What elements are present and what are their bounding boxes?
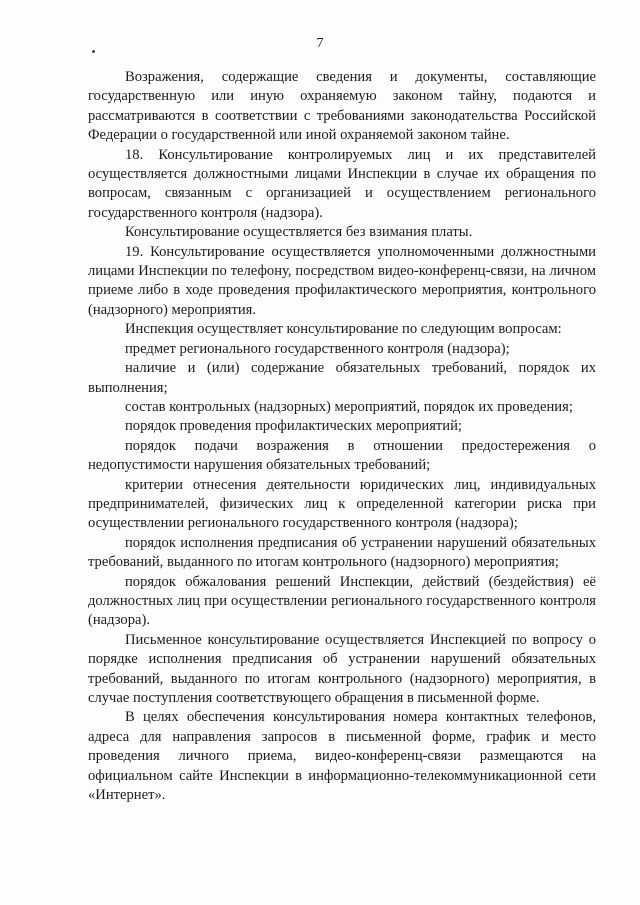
list-item-mandatory-requirements: наличие и (или) содержание обязательных требований, порядок их выполнения; [88,360,596,396]
page-number: 7 [316,36,324,51]
paragraph-contact-info-publication: В целях обеспечения консультирования номера контактных телефонов, адреса для направления запросов в письменной форме, график и место проведения личного приема, видео-конференц-связи размещаются на официальном сайте Инспекции в информационно-телекоммуникационной сети «Интернет». [88,709,596,804]
paragraph-consulting-topics-intro: Инспекция осуществляет консультирование по следующим вопросам: [125,321,562,338]
paragraph-19-consulting-methods: 19. Консультирование осуществляется уполномоченными должностными лицами Инспекции по телефону, посредством видео-конференц-связи, на личном приеме либо в ходе проведения профилактического мероприятия, контрольного (надзорного) мероприятия. [88,243,596,318]
list-item-preventive-measures: порядок проведения профилактических мероприятий; [125,418,462,435]
paragraph-18-consulting: 18. Консультирование контролируемых лиц и их представителей осуществляется должностными лицами Инспекции в случае их обращения по вопросам, связанным с организацией и осуществлением регионального государственного контроля (надзора). [88,146,596,221]
list-item-warning-objection: порядок подачи возражения в отношении предостережения о недопустимости нарушения обязательных требований; [88,437,596,474]
list-item-control-subject: предмет регионального государственного контроля (надзора); [125,340,510,357]
document-body [88,68,596,805]
list-item-order-execution: порядок исполнения предписания об устранении нарушений обязательных требований, выданного по итогам контрольного (надзорного) мероприятия; [88,534,596,571]
paragraph-free-of-charge: Консультирование осуществляется без взимания платы. [125,224,473,241]
scan-speck [92,50,95,53]
paragraph-written-consulting: Письменное консультирование осуществляется Инспекцией по вопросу о порядке исполнения предписания об устранении нарушений обязательных требований, выданного по итогам контрольного (надзорного) мероприятия, в случае поступления соответствующего обращения в письменной форме. [88,631,596,706]
list-item-risk-criteria: критерии отнесения деятельности юридических лиц, индивидуальных предпринимателей, физических лиц к определенной категории риска при осуществлении регионального государственного контроля (надзора); [88,476,596,532]
list-item-control-measures: состав контрольных (надзорных) мероприятий, порядок их проведения; [125,398,573,415]
list-item-appeal-procedure: порядок обжалования решений Инспекции, действий (бездействия) её должностных лиц при осуществлении регионального государственного контроля (надзора). [88,573,596,629]
paragraph-objections-secrecy: Возражения, содержащие сведения и документы, составляющие государственную или иную охраняемую законом тайну, подаются и рассматриваются в соответствии с требованиями законодательства Российской Федерации о государственной или иной охраняемой законом тайне. [88,69,596,144]
